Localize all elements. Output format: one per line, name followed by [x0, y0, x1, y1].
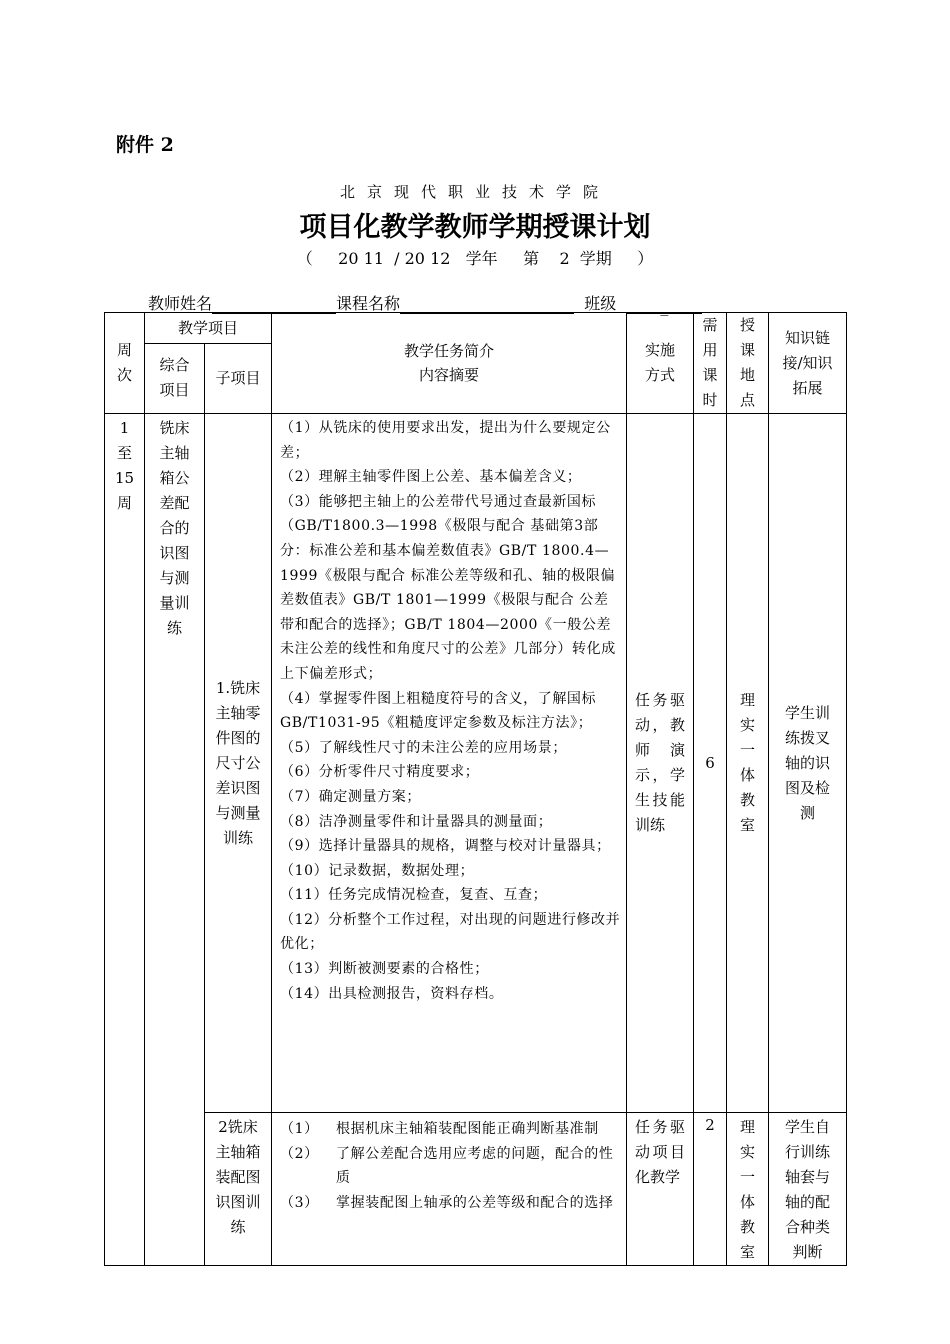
- place-2: 理实一体教室: [727, 1113, 769, 1266]
- method-2: 任务驱动项目化教学: [627, 1113, 694, 1266]
- document-title: 项目化教学教师学期授课计划: [299, 212, 651, 243]
- knowledge-2: 学生自行训练轴套与轴的配合种类判断: [769, 1113, 847, 1266]
- hours-2: 2: [694, 1113, 727, 1266]
- header-composite: 综合项目: [145, 343, 205, 413]
- plan-table: [104, 312, 847, 1266]
- header-teaching-item: 教学项目: [145, 313, 272, 344]
- task-item: （2） 了解公差配合选用应考虑的问题，配合的性质: [280, 1145, 614, 1187]
- place-1: 理实一体教室: [727, 414, 769, 1113]
- header-week: 周次: [105, 313, 145, 414]
- task-item: （3） 掌握装配图上轴承的公差等级和配合的选择: [280, 1194, 614, 1211]
- header-place: 授课地点: [727, 313, 769, 414]
- composite-cell: 铣床主轴箱公差配合的识图与测量训练: [145, 414, 205, 1266]
- header-knowledge: 知识链接/知识拓展: [769, 313, 847, 414]
- task-item: （9）选择计量器具的规格，调整与校对计量器具；: [280, 838, 611, 855]
- task-item: （4）掌握零件图上粗糙度符号的含义，了解国标GB/T1031-95《粗糙度评定参数及标注方法》；: [280, 690, 597, 732]
- term-line: （ 20 11 / 20 12 学年 第 2 学期 ）: [296, 249, 654, 268]
- sub-item-1: 1.铣床主轴零件图的尺寸公差识图与测量训练: [205, 414, 272, 1113]
- task-item: （3）能够把主轴上的公差带代号通过查最新国标（GB/T1800.3—1998《极限与配合 基础第3部分：标准公差和基本偏差数值表》GB/T 1800.4—1999《极限与配合 标准公差等级和孔、轴的极限偏差数值表》GB/T 1801—1999《极限与配合 公差带和配合的选择》；GB/T 1804—2000《一般公差 未注公差的线性和角度尺寸的公差》几部分）转化成上下偏差形式；: [280, 493, 616, 682]
- task-item: （1）从铣床的使用要求出发，提出为什么要规定公差；: [280, 420, 611, 461]
- task-item: （13）判断被测要素的合格性；: [280, 961, 489, 978]
- task-list-2: [272, 1113, 627, 1266]
- meta-line: [148, 291, 702, 314]
- task-item: （2）理解主轴零件图上公差、基本偏差含义；: [280, 469, 582, 486]
- task-item: （7）确定测量方案；: [280, 788, 421, 805]
- task-list-1: [272, 414, 627, 1113]
- sub-item-2: 2铣床主轴箱装配图识图训练: [205, 1113, 272, 1266]
- attachment-label: 附件 2: [116, 134, 174, 156]
- knowledge-1: 学生训练拨叉轴的识图及检测: [769, 414, 847, 1113]
- header-task: 教学任务简介 内容摘要: [272, 313, 627, 414]
- task-item: （10）记录数据，数据处理；: [280, 862, 475, 879]
- task-item: （8）洁净测量零件和计量器具的测量面；: [280, 813, 553, 830]
- teacher-label: 教师姓名: [148, 294, 213, 313]
- task-item: （6）分析零件尺寸精度要求；: [280, 764, 480, 781]
- course-label: 课程名称: [336, 294, 401, 313]
- hours-1: 6: [694, 414, 727, 1113]
- task-item: （12）分析整个工作过程，对出现的问题进行修改并优化；: [280, 911, 621, 953]
- class-blank: _: [626, 297, 702, 314]
- task-item: （5）了解线性尺寸的未注公差的应用场景；: [280, 739, 567, 756]
- week-cell: 1至15周: [105, 414, 145, 1266]
- class-label: 班级: [584, 294, 617, 313]
- task-item: （14）出具检测报告，资料存档。: [280, 985, 504, 1002]
- header-hours: 需用课时: [694, 313, 727, 414]
- method-1: 任务驱动，教师演示，学生技能训练: [627, 414, 694, 1113]
- header-sub-item: 子项目: [205, 343, 272, 413]
- school-name: 北京现代职业技术学院: [339, 183, 610, 201]
- task-item: （11）任务完成情况检查，复查、互查；: [280, 887, 548, 904]
- task-item: （1） 根据机床主轴箱装配图能正确判断基准制: [280, 1121, 599, 1137]
- header-method: 实施方式: [627, 313, 694, 414]
